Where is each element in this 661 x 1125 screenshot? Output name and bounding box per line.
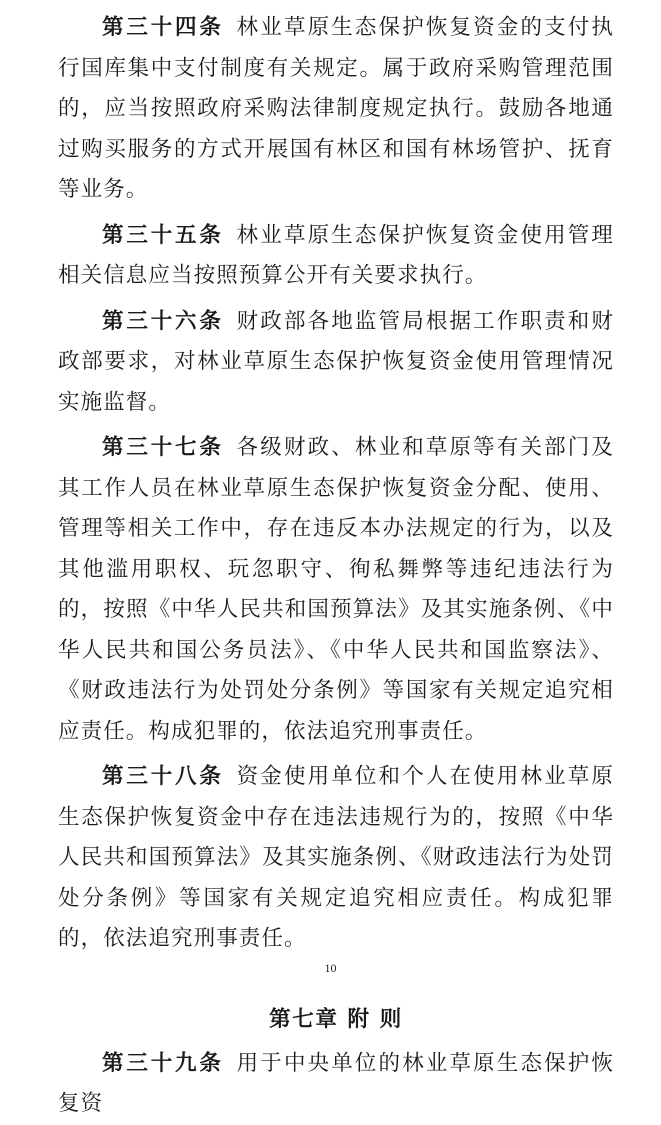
article-37 [58,428,614,752]
article-title: 第三十六条 [102,308,224,334]
article-39 [58,1044,614,1125]
article-35 [58,216,614,297]
article-title: 第三十四条 [102,15,224,40]
article-38 [58,757,614,960]
article-text: 财政部各地监管局根据工作职责和财政部要求，对林业草原生态保护恢复资金使用管理情况实施监督。 [58,308,614,415]
article-text: 资金使用单位和个人在使用林业草原生态保护恢复资金中存在违法违规行为的，按照《中华人民共和国预算法》及其实施条例、《财政违法行为处罚处分条例》等国家有关规定追究相应责任。构成犯罪的，依法追究刑事责任。 [58,764,614,951]
article-text: 林业草原生态保护恢复资金的支付执行国库集中支付制度有关规定。属于政府采购管理范围的，应当按照政府采购法律制度规定执行。鼓励各地通过购买服务的方式开展国有林区和国有林场管护、抚育等业务。 [58,15,614,202]
article-36 [58,302,614,424]
article-text: 林业草原生态保护恢复资金使用管理相关信息应当按照预算公开有关要求执行。 [58,222,614,288]
article-text: 用于中央单位的林业草原生态保护恢复资 [58,1050,614,1116]
article-title: 第三十九条 [102,1050,224,1076]
article-text: 各级财政、林业和草原等有关部门及其工作人员在林业草原生态保护恢复资金分配、使用、管理等相关工作中，存在违反本办法规定的行为，以及其他滥用职权、玩忽职守、徇私舞弊等违纪违法行为的，按照《中华人民共和国预算法》及其实施条例、《中华人民共和国公务员法》、《中华人民共和国监察法》、《财政违法行为处罚处分条例》等国家有关规定追究相应责任。构成犯罪的，依法追究刑事责任。 [58,435,614,744]
page-number: 10 [324,961,337,975]
article-34 [58,8,614,211]
document-page [58,8,614,1125]
chapter-heading: 第七章 附 则 [269,1006,403,1032]
article-title: 第三十七条 [102,435,224,460]
article-title: 第三十八条 [102,764,224,789]
article-title: 第三十五条 [102,222,224,248]
